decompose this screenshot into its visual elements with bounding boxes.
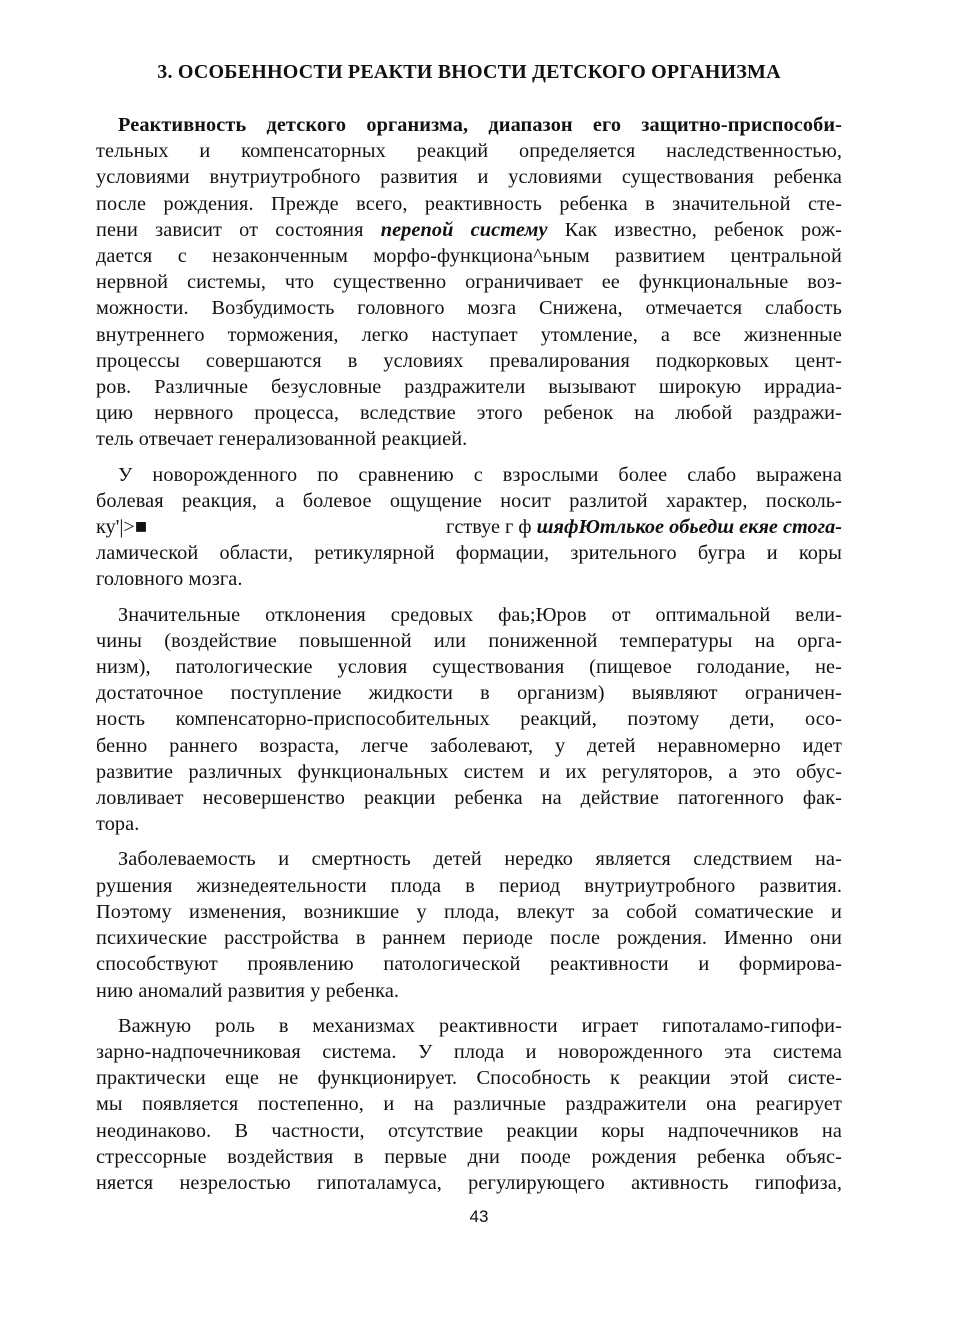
text-line: внутреннего торможения, легко наступает утомление, а все жизненные [96,323,842,346]
text-line: процессы совершаются в условиях превалирования подкорковых цент- [96,349,842,372]
text-line: рушения жизнедеятельности плода в период внутриутробного развития. [96,874,842,897]
text-line: болевая реакция, а болевое ощущение носит разлитой характер, посколь- [96,489,842,512]
text-line: Важную роль в механизмах реактивности играет гипоталамо-гипофи- [118,1014,842,1037]
text-fragment: пени зависит от состояния [96,218,381,241]
text-line: мы появляется постепенно, и на различные раздражители она реагирует [96,1093,842,1116]
text-line: Поэтому изменения, возникшие у плода, влекут за собой соматические и [96,900,842,923]
text-line: практически еще не функционирует. Способность к реакции этой систе- [96,1067,842,1090]
text-line: дается с незаконченным морфо-функциона^ьным развитием центральной [96,245,842,268]
text-line: цию нервного процесса, вследствие этого ребенок на любой раздражи- [96,402,842,425]
text-line: способствуют проявлению патологической реактивности и формирова- [96,953,842,976]
text-line: развитие различных функциональных систем и их регуляторов, а это обус- [96,760,842,783]
text-line: нервной системы, что существенно ограничивает ее функциональные воз- [96,271,842,294]
text-line: можности. Возбудимость головного мозга Снижена, отмечается слабость [96,297,842,320]
text-fragment: Как известно, ребенок рож- [547,218,842,241]
text-line: Реактивность детского организма, диапазон его защитно-приспособи- [118,114,842,136]
text-line: психические расстройства в раннем периоде после рождения. Именно они [96,927,842,950]
text-line: бенно раннего возраста, легче заболевают, у детей неравномерно идет [96,734,842,757]
text-line [96,217,842,243]
text-line: Значительные отклонения средовых фаь;Юров от оптимальной вели- [118,603,842,626]
paragraph-2 [96,462,842,593]
text-line: ловливает несовершенство реакции ребенка на действие патогенного фак- [96,787,842,810]
text-line: У новорожденного по сравнению с взрослыми более слабо выражена [118,463,842,486]
text-line: чины (воздействие повышенной или пониженной температуры на орга- [96,629,842,652]
text-fragment: гствуе г ф [446,516,537,539]
text-line: зарно-надпочечниковая система. У плода и новорожденного эта система [96,1040,842,1063]
text-fragment-group [446,514,842,540]
paragraph-1 [96,112,842,453]
text-line: тельных и компенсаторных реакций определяется наследственностью, [96,140,842,163]
text-line: ров. Различные безусловные раздражители вызывают широкую иррадиа- [96,376,842,399]
page-content [96,58,842,1205]
text-line: нию аномалий развития у ребенка. [96,979,400,1002]
paragraph-4 [96,846,842,1003]
text-line: достаточное поступление жидкости в организм) выявляют ограничен- [96,682,842,705]
section-heading: 3. ОСОБЕННОСТИ РЕАКТИ ВНОСТИ ДЕТСКОГО ОРГАНИЗМА [157,61,781,83]
text-line: головного мозга. [96,568,243,591]
text-fragment: ку'|>■ [96,516,148,539]
text-line: тора. [96,813,140,836]
page-number: 43 [469,1207,489,1226]
text-line: ламической области, ретикулярной формации, зрительного бугра и коры [96,542,842,565]
emphasis-text: перепой систему [380,218,548,241]
text-line: неодинаково. В частности, отсутствие реакции коры надпочечников на [96,1119,842,1142]
text-line: тель отвечает генерализованной реакцией. [96,428,468,451]
paragraph-5 [96,1013,842,1196]
text-line-damaged [96,514,842,540]
text-line: няется незрелостью гипоталамуса, регулирующего активность гипофиза, [96,1171,842,1194]
text-line: ность компенсаторно-приспособительных реакций, поэтому дети, осо- [96,708,842,731]
text-line: условиями внутриутробного развития и условиями существования ребенка [96,166,842,189]
text-line: Заболеваемость и смертность детей нередко является следствием на- [118,848,842,871]
text-line: низм), патологические условия существования (пищевое голодание, не- [96,656,842,679]
text-line: после рождения. Прежде всего, реактивность ребенка в значительной сте- [96,192,842,215]
text-line: стрессорные воздействия в первые дни пооде рождения ребенка объяс- [96,1145,842,1168]
paragraph-3 [96,602,842,838]
emphasis-text: шяфЮтлькое обьедш екяе стога- [536,516,842,539]
